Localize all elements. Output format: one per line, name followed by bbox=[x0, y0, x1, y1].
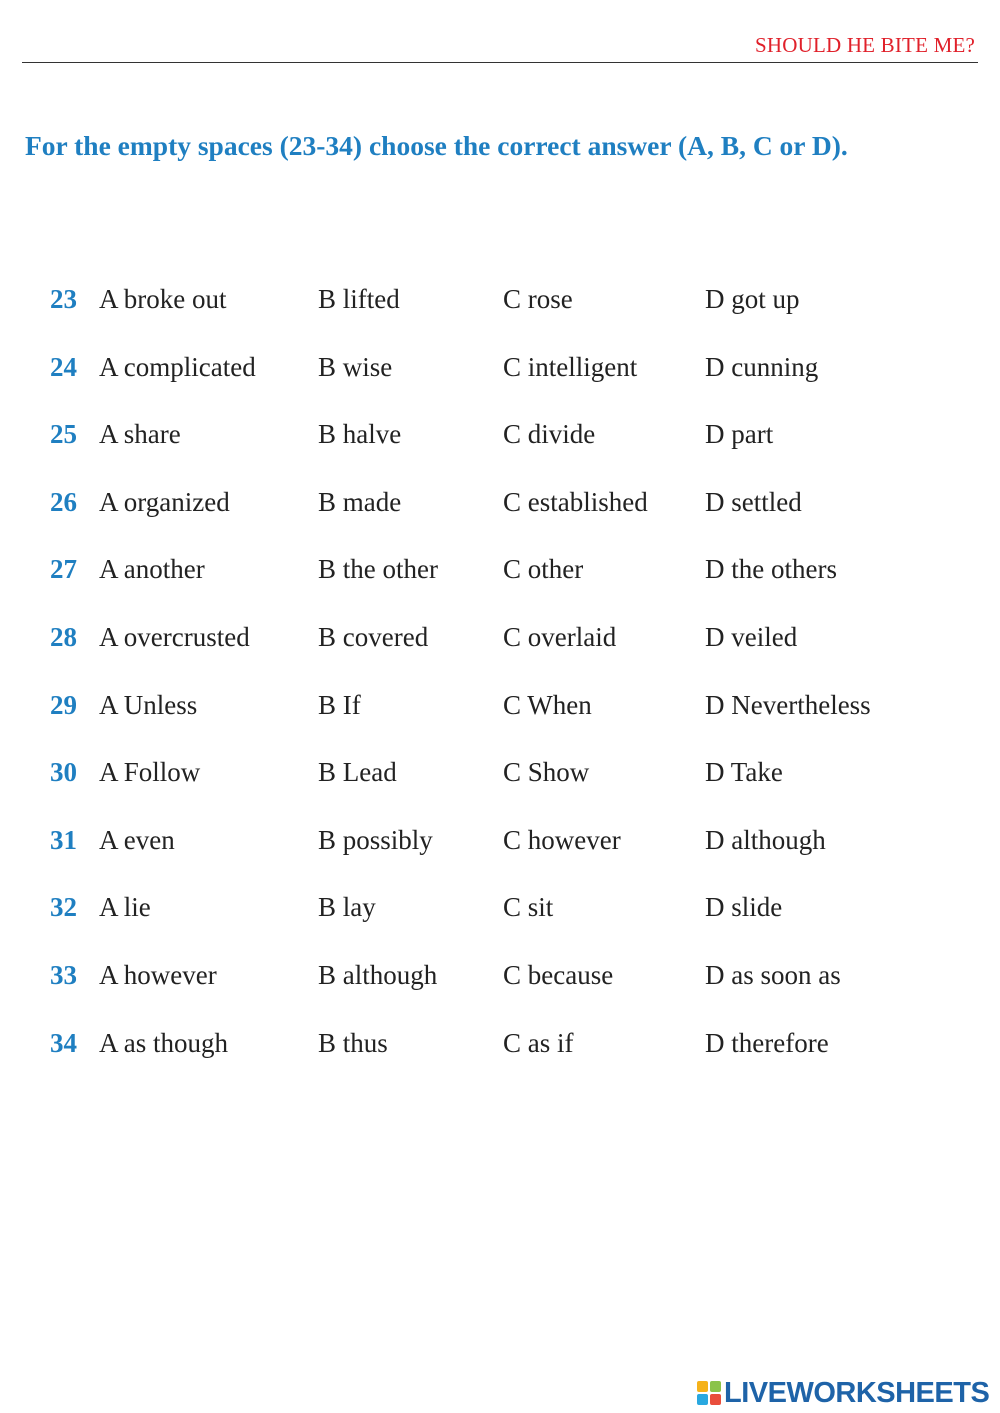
question-list bbox=[0, 282, 1000, 1093]
question-number: 26 bbox=[50, 486, 77, 517]
worksheet-title: SHOULD HE BITE ME? bbox=[755, 33, 975, 57]
option-a[interactable]: A even bbox=[99, 824, 175, 855]
header-divider bbox=[22, 62, 978, 63]
option-d[interactable]: D as soon as bbox=[705, 959, 841, 990]
question-number: 30 bbox=[50, 757, 77, 788]
liveworksheets-logo bbox=[697, 1378, 989, 1408]
question-number: 28 bbox=[50, 621, 77, 652]
question-row bbox=[0, 485, 1000, 553]
option-c[interactable]: C other bbox=[503, 554, 584, 585]
option-b[interactable]: B possibly bbox=[318, 824, 433, 855]
option-d[interactable]: D therefore bbox=[705, 1027, 829, 1058]
option-c[interactable]: C rose bbox=[503, 284, 573, 314]
option-b[interactable]: B Lead bbox=[318, 757, 397, 788]
option-c[interactable]: C overlaid bbox=[503, 621, 617, 652]
question-row bbox=[0, 958, 1000, 1026]
option-a[interactable]: A share bbox=[99, 419, 181, 450]
option-a[interactable]: A complicated bbox=[99, 351, 256, 382]
question-number: 31 bbox=[50, 824, 77, 855]
logo-text: LIVEWORKSHEETS bbox=[724, 1377, 990, 1409]
option-d[interactable]: D veiled bbox=[705, 621, 798, 652]
option-a[interactable]: A overcrusted bbox=[99, 621, 250, 652]
question-number: 32 bbox=[50, 892, 77, 923]
question-row bbox=[0, 282, 1000, 350]
option-d[interactable]: D slide bbox=[705, 892, 783, 923]
option-b[interactable]: B lifted bbox=[318, 284, 400, 314]
option-b[interactable]: B covered bbox=[318, 621, 429, 652]
option-a[interactable]: A Unless bbox=[99, 689, 198, 720]
option-c[interactable]: C established bbox=[503, 486, 648, 517]
option-c[interactable]: C however bbox=[503, 824, 621, 855]
question-row bbox=[0, 1026, 1000, 1094]
option-d[interactable]: D Take bbox=[705, 757, 783, 788]
option-a[interactable]: A organized bbox=[99, 486, 230, 517]
option-d[interactable]: D settled bbox=[705, 486, 802, 517]
question-row bbox=[0, 688, 1000, 756]
option-c[interactable]: C sit bbox=[503, 892, 554, 923]
option-b[interactable]: B made bbox=[318, 486, 402, 517]
instructions-text: For the empty spaces (23-34) choose the correct answer (A, B, C or D). bbox=[25, 130, 848, 161]
option-a[interactable]: A Follow bbox=[99, 757, 201, 788]
option-b[interactable]: B the other bbox=[318, 554, 438, 585]
option-b[interactable]: B If bbox=[318, 689, 361, 720]
option-c[interactable]: C Show bbox=[503, 757, 590, 788]
option-c[interactable]: C intelligent bbox=[503, 351, 638, 382]
question-row bbox=[0, 417, 1000, 485]
question-row bbox=[0, 552, 1000, 620]
option-b[interactable]: B thus bbox=[318, 1027, 388, 1058]
option-b[interactable]: B although bbox=[318, 959, 438, 990]
option-a[interactable]: A as though bbox=[99, 1027, 229, 1058]
option-d[interactable]: D the others bbox=[705, 554, 837, 585]
option-b[interactable]: B lay bbox=[318, 892, 376, 923]
option-a[interactable]: A however bbox=[99, 959, 217, 990]
option-a[interactable]: A broke out bbox=[99, 284, 227, 314]
option-b[interactable]: B wise bbox=[318, 351, 393, 382]
option-c[interactable]: C When bbox=[503, 689, 592, 720]
option-d[interactable]: D got up bbox=[705, 284, 800, 314]
question-number: 25 bbox=[50, 419, 77, 450]
question-row bbox=[0, 823, 1000, 891]
option-d[interactable]: D Nevertheless bbox=[705, 689, 871, 720]
option-c[interactable]: C divide bbox=[503, 419, 596, 450]
question-number: 34 bbox=[50, 1027, 77, 1058]
question-number: 24 bbox=[50, 351, 77, 382]
question-row bbox=[0, 890, 1000, 958]
option-c[interactable]: C as if bbox=[503, 1027, 574, 1058]
option-d[interactable]: D although bbox=[705, 824, 826, 855]
question-number: 27 bbox=[50, 554, 77, 585]
option-d[interactable]: D cunning bbox=[705, 351, 819, 382]
option-a[interactable]: A lie bbox=[99, 892, 151, 923]
question-number: 23 bbox=[50, 284, 77, 314]
question-number: 29 bbox=[50, 689, 77, 720]
option-d[interactable]: D part bbox=[705, 419, 774, 450]
option-b[interactable]: B halve bbox=[318, 419, 402, 450]
question-number: 33 bbox=[50, 959, 77, 990]
logo-grid-icon bbox=[697, 1381, 721, 1405]
question-row bbox=[0, 755, 1000, 823]
option-c[interactable]: C because bbox=[503, 959, 614, 990]
option-a[interactable]: A another bbox=[99, 554, 205, 585]
question-row bbox=[0, 620, 1000, 688]
question-row bbox=[0, 350, 1000, 418]
